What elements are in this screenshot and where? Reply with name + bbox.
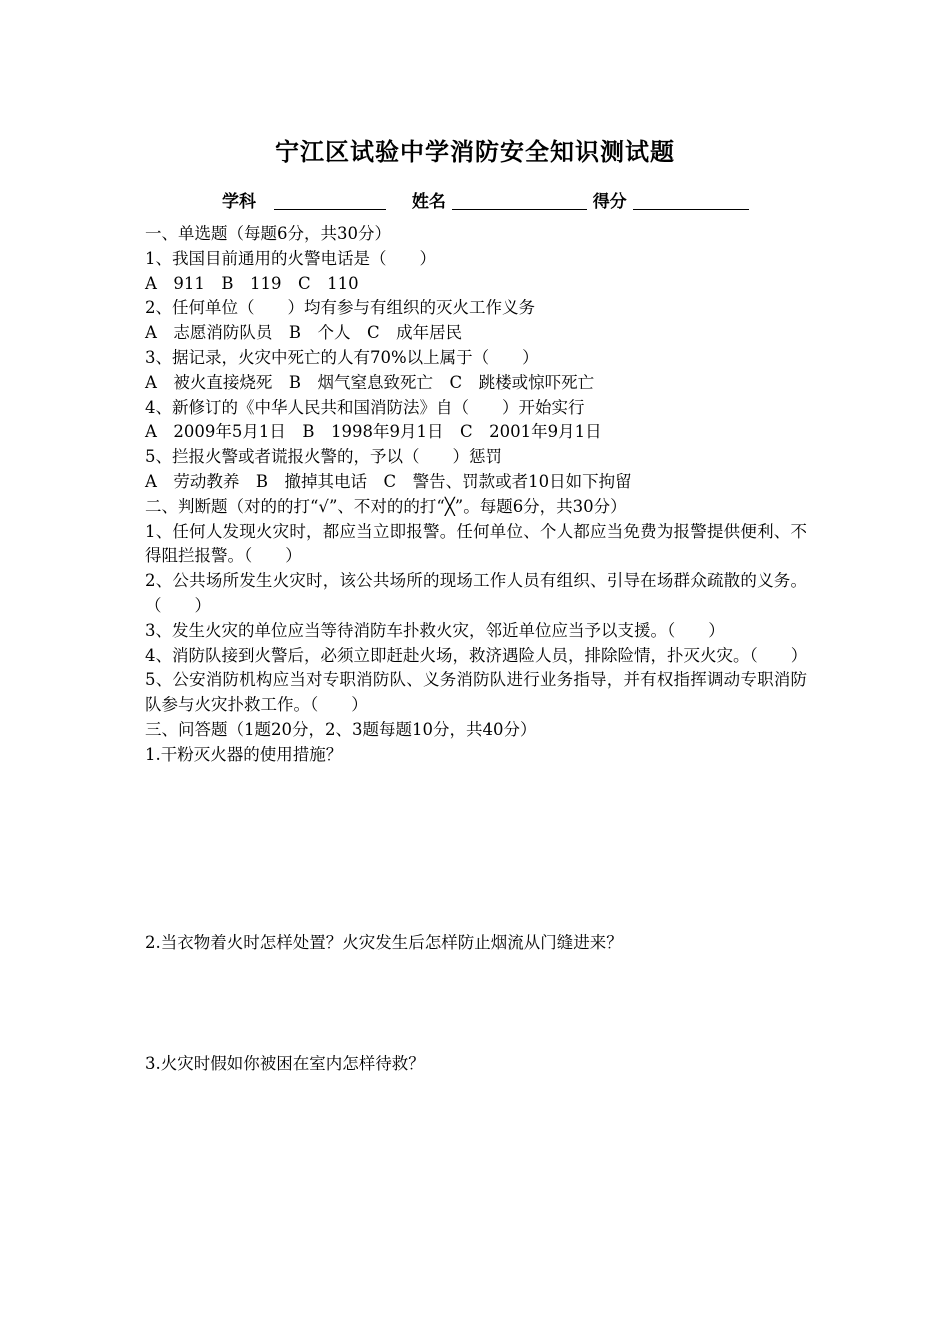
question-text: 1、我国目前通用的火警电话是（ ） (145, 248, 436, 268)
name-blank[interactable] (452, 191, 587, 210)
short-answer-question: 1.干粉灭火器的使用措施？ (145, 744, 343, 764)
judgement-question: 2、公共场所发生火灾时，该公共场所的现场工作人员有组织、引导在场群众疏散的义务。（ ） (145, 571, 807, 615)
question-text: 4、新修订的《中华人民共和国消防法》自（ ）开始实行 (145, 397, 585, 417)
section-heading-single-choice: 一、单选题（每题6分，共30分） (145, 224, 391, 243)
short-answer-question: 2.当衣物着火时怎样处置？火灾发生后怎样防止烟流从门缝进来？ (145, 932, 623, 952)
subject-label: 学科 (222, 192, 256, 212)
question-options: A 志愿消防队员 B 个人 C 成年居民 (145, 323, 463, 343)
answer-space[interactable] (145, 955, 807, 1052)
answer-space[interactable] (145, 1077, 807, 1174)
question-text: 3、据记录，火灾中死亡的人有70%以上属于（ ） (145, 347, 539, 367)
exam-body (145, 222, 807, 1174)
section-heading-short-answer: 三、问答题（1题20分，2、3题每题10分，共40分） (145, 719, 537, 739)
question-options: A 2009年5月1日 B 1998年9月1日 C 2001年9月1日 (145, 422, 602, 442)
judgement-question: 4、消防队接到火警后，必须立即赶赴火场，救济遇险人员，排除险情，扑灭火灾。（ ） (145, 645, 808, 665)
page-title: 宁江区试验中学消防安全知识测试题 (275, 137, 675, 166)
subject-blank[interactable] (274, 191, 386, 210)
question-options: A 911 B 119 C 110 (145, 273, 359, 293)
section-heading-true-false: 二、判断题（对的的打“√”、不对的的打“╳”。每题6分，共30分） (145, 496, 627, 516)
answer-space[interactable] (145, 768, 807, 931)
question-text: 2、任何单位（ ）均有参与有组织的灭火工作义务 (145, 298, 535, 318)
score-blank[interactable] (633, 191, 749, 210)
short-answer-question: 3.火灾时假如你被困在室内怎样待救？ (145, 1054, 425, 1074)
student-info-row (222, 187, 749, 212)
question-options: A 被火直接烧死 B 烟气窒息致死亡 C 跳楼或惊吓死亡 (145, 372, 595, 392)
score-label: 得分 (592, 192, 627, 212)
judgement-question: 5、公安消防机构应当对专职消防队、义务消防队进行业务指导，并有权指挥调动专职消防队参与火灾扑救工作。（ ） (145, 670, 807, 715)
question-options: A 劳动教养 B 撤掉其电话 C 警告、罚款或者10日如下拘留 (145, 471, 632, 491)
name-label: 姓名 (411, 192, 446, 212)
judgement-question: 1、任何人发现火灾时，都应当立即报警。任何单位、个人都应当免费为报警提供便利、不得阻拦报警。（ ） (145, 521, 807, 566)
question-text: 5、拦报火警或者谎报火警的，予以（ ）惩罚 (145, 447, 502, 467)
judgement-question: 3、发生火灾的单位应当等待消防车扑救火灾，邻近单位应当予以支援。（ ） (145, 620, 725, 640)
